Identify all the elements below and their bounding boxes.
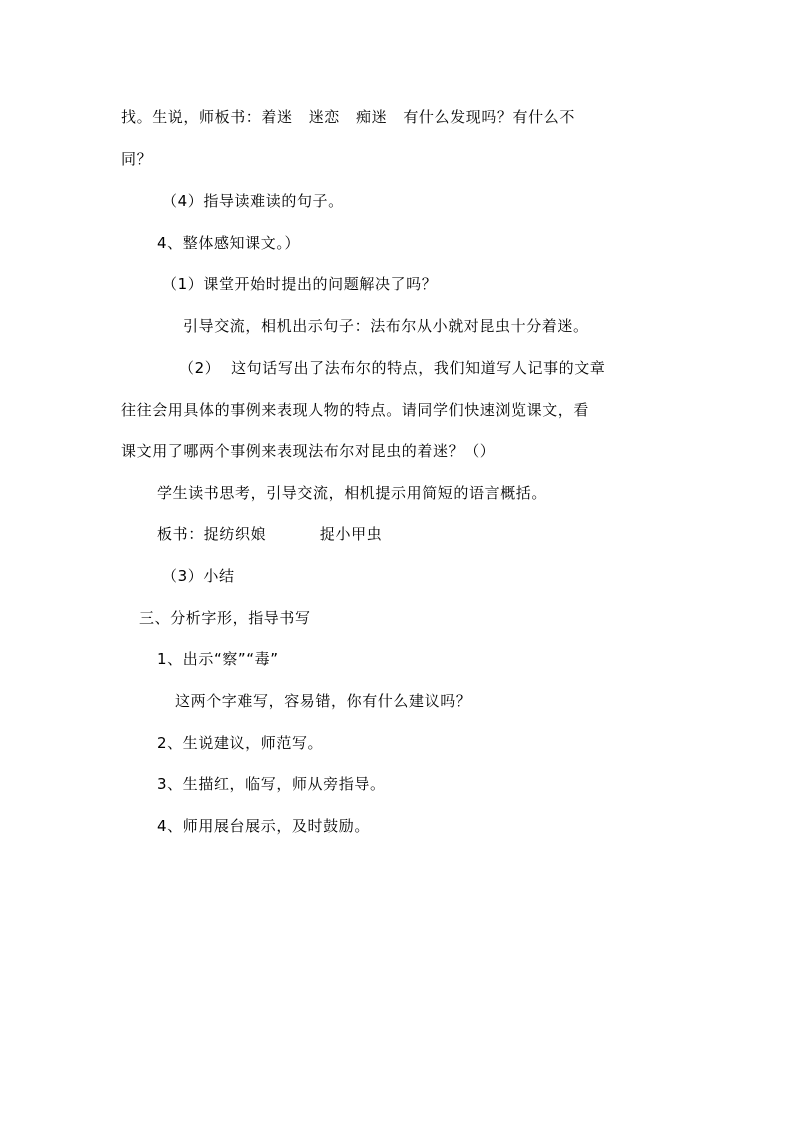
text-line-15: 这两个字难写，容易错，你有什么建议吗？ (175, 692, 472, 710)
text-line-1: 找。生说，师板书：着迷 迷恋 痴迷 有什么发现吗？有什么不 (121, 108, 575, 126)
text-line-18: 4、师用展台展示，及时鼓励。 (157, 817, 370, 835)
text-line-16: 2、生说建议，师范写。 (157, 734, 324, 752)
text-line-4: 4、整体感知课文。） (157, 234, 301, 252)
text-line-17: 3、生描红，临写，师从旁指导。 (157, 775, 386, 793)
text-line-6: 引导交流，相机出示句子：法布尔从小就对昆虫十分着迷。 (183, 317, 589, 335)
section-heading-3: 三、分析字形，指导书写 (139, 609, 311, 627)
text-line-3: （4）指导读难读的句子。 (162, 192, 344, 210)
text-line-14: 1、出示“察”“毒” (157, 650, 279, 668)
text-line-11: 板书：捉纺织娘 捉小甲虫 (157, 525, 383, 543)
text-line-5: （1）课堂开始时提出的问题解决了吗？ (162, 275, 438, 293)
text-line-10: 学生读书思考，引导交流，相机提示用简短的语言概括。 (157, 484, 548, 502)
text-line-9: 课文用了哪两个事例来表现法布尔对昆虫的着迷？（） (121, 442, 496, 460)
text-line-2: 同？ (121, 150, 153, 168)
text-line-7: （2） 这句话写出了法布尔的特点，我们知道写人记事的文章 (179, 359, 606, 377)
text-line-8: 往往会用具体的事例来表现人物的特点。请同学们快速浏览课文，看 (121, 401, 590, 419)
text-line-12: （3）小结 (162, 567, 235, 585)
